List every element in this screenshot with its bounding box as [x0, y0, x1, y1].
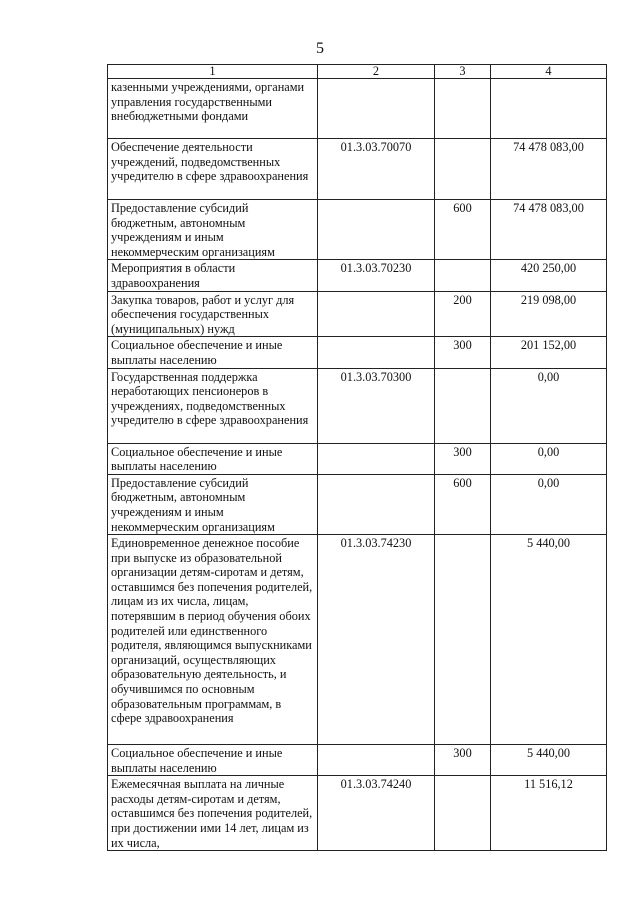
- row-name: Закупка товаров, работ и услуг для обеспечения государственных (муниципальных) нужд: [108, 291, 318, 337]
- row-code: 01.3.03.74240: [318, 776, 435, 851]
- row-type: 300: [435, 443, 491, 474]
- table-row: [108, 443, 607, 474]
- row-amount: 0,00: [491, 474, 607, 534]
- table-row: [108, 291, 607, 337]
- row-type: 600: [435, 200, 491, 260]
- row-code: [318, 79, 435, 139]
- table-row: [108, 79, 607, 139]
- row-name: Ежемесячная выплата на личные расходы детям-сиротам и детям, оставшимся без попечения родителей, при достижении ими 14 лет, лицам из их числа,: [108, 776, 318, 851]
- row-code: [318, 337, 435, 368]
- row-amount: 5 440,00: [491, 745, 607, 776]
- row-name: Мероприятия в области здравоохранения: [108, 260, 318, 291]
- row-type: [435, 776, 491, 851]
- row-code: [318, 443, 435, 474]
- row-amount: 5 440,00: [491, 535, 607, 745]
- row-amount: 11 516,12: [491, 776, 607, 851]
- row-type: 200: [435, 291, 491, 337]
- column-header-name: 1: [108, 65, 318, 79]
- table-row: [108, 776, 607, 851]
- column-header-type: 3: [435, 65, 491, 79]
- table-row: [108, 337, 607, 368]
- row-amount: 74 478 083,00: [491, 139, 607, 200]
- row-code: [318, 291, 435, 337]
- table-row: [108, 200, 607, 260]
- row-amount: 74 478 083,00: [491, 200, 607, 260]
- table-row: [108, 474, 607, 534]
- row-amount: 219 098,00: [491, 291, 607, 337]
- row-type: [435, 260, 491, 291]
- row-name: Социальное обеспечение и иные выплаты населению: [108, 443, 318, 474]
- table-row: [108, 260, 607, 291]
- row-type: 600: [435, 474, 491, 534]
- column-header-amount: 4: [491, 65, 607, 79]
- row-type: [435, 139, 491, 200]
- table-row: [108, 368, 607, 443]
- page-number: 5: [316, 40, 324, 57]
- row-amount: 201 152,00: [491, 337, 607, 368]
- row-code: [318, 745, 435, 776]
- budget-table: [107, 64, 607, 851]
- row-code: [318, 474, 435, 534]
- row-code: 01.3.03.74230: [318, 535, 435, 745]
- row-amount: 420 250,00: [491, 260, 607, 291]
- row-code: 01.3.03.70230: [318, 260, 435, 291]
- row-type: 300: [435, 745, 491, 776]
- row-type: [435, 535, 491, 745]
- table-row: [108, 535, 607, 745]
- row-amount: 0,00: [491, 368, 607, 443]
- row-name: Государственная поддержка неработающих пенсионеров в учреждениях, подведомственных учредителю в сфере здравоохранения: [108, 368, 318, 443]
- row-name: казенными учреждениями, органами управления государственными внебюджетными фондами: [108, 79, 318, 139]
- column-header-code: 2: [318, 65, 435, 79]
- row-amount: [491, 79, 607, 139]
- row-name: Обеспечение деятельности учреждений, подведомственных учредителю в сфере здравоохранения: [108, 139, 318, 200]
- row-code: [318, 200, 435, 260]
- row-amount: 0,00: [491, 443, 607, 474]
- table-row: [108, 745, 607, 776]
- row-type: 300: [435, 337, 491, 368]
- row-type: [435, 368, 491, 443]
- row-name: Единовременное денежное пособие при выпуске из образовательной организации детям-сиротам и детям, оставшимся без попечения родителей, лицам из их числа, лицам, потерявшим в период обучения обоих родителей или единственного родителя, являющимся выпускниками организаций, осуществляющих образовательную деятельность, и обучившимся по основным образовательным программам, в сфере здравоохранения: [108, 535, 318, 745]
- row-name: Предоставление субсидий бюджетным, автономным учреждениям и иным некоммерческим организациям: [108, 200, 318, 260]
- row-name: Предоставление субсидий бюджетным, автономным учреждениям и иным некоммерческим организациям: [108, 474, 318, 534]
- row-name: Социальное обеспечение и иные выплаты населению: [108, 745, 318, 776]
- row-type: [435, 79, 491, 139]
- row-code: 01.3.03.70300: [318, 368, 435, 443]
- row-name: Социальное обеспечение и иные выплаты населению: [108, 337, 318, 368]
- table-header-row: [108, 65, 607, 79]
- table-row: [108, 139, 607, 200]
- row-code: 01.3.03.70070: [318, 139, 435, 200]
